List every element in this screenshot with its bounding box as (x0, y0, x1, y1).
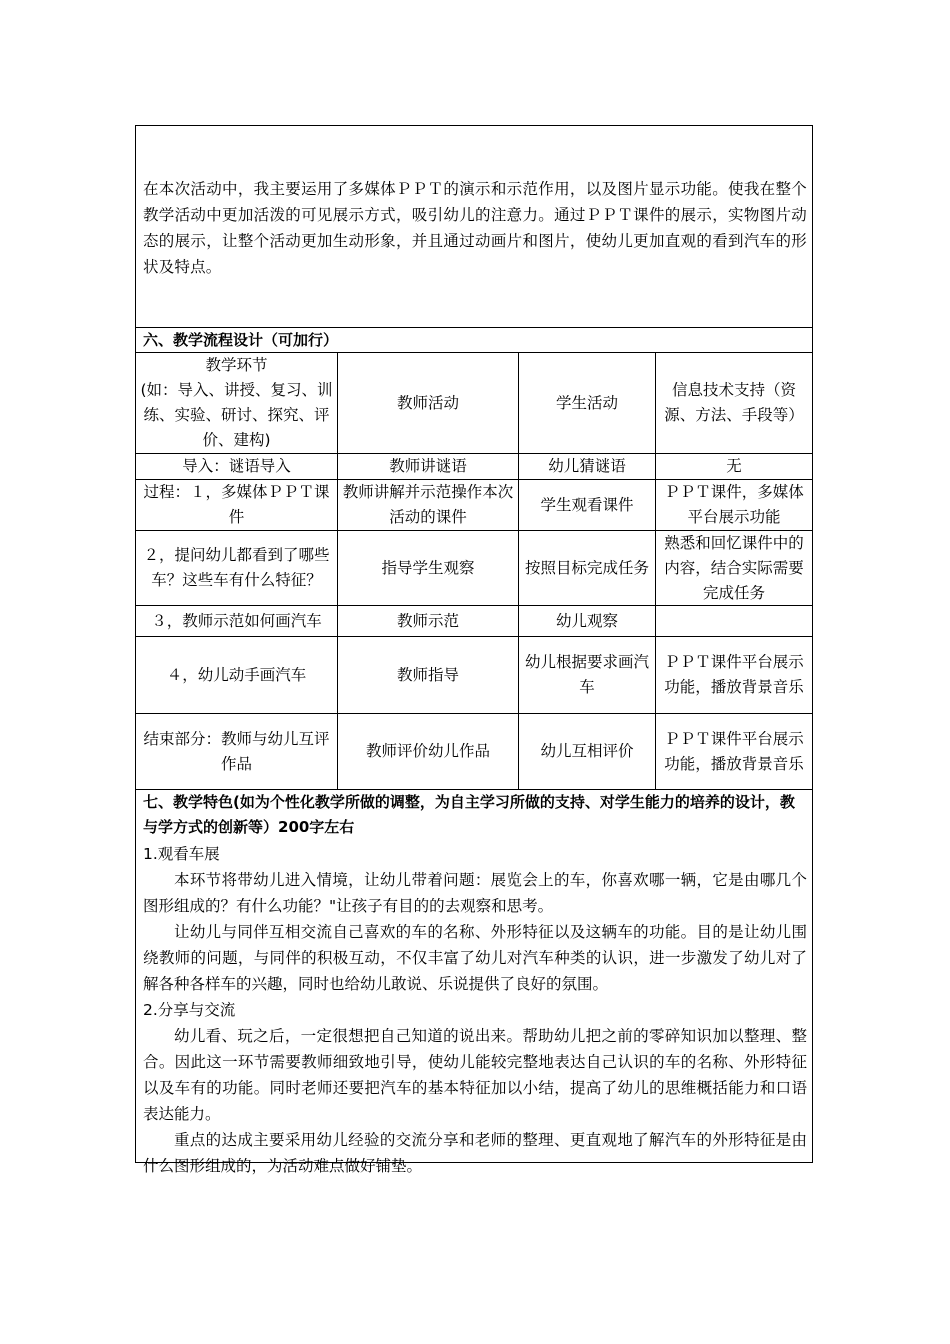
row1-stage: 导入：谜语导入 (182, 457, 291, 475)
section7-body (143, 841, 807, 1179)
section7-subheading-2: 2.分享与交流 (143, 1001, 236, 1019)
row5-teacher: 教师指导 (396, 665, 459, 684)
row4-it (656, 606, 812, 636)
row5-student: 幼儿根据要求画汽车 (524, 653, 649, 696)
section5-paragraph: 在本次活动中，我主要运用了多媒体ＰＰＴ的演示和示范作用，以及图片显示功能。使我在整个教学活动中更加活泼的可见展示方式，吸引幼儿的注意力。通过ＰＰＴ课件的展示，实物图片动态的展示，让整个活动更加生动形象，并且通过动画片和图片，使幼儿更加直观的看到汽车的形状及特点。 (143, 180, 807, 276)
header-student-activity: 学生活动 (555, 393, 618, 412)
header-teacher-activity: 教师活动 (396, 393, 459, 412)
row3-it: 熟悉和回忆课件中的内容，结合实际需要完成任务 (664, 533, 804, 602)
row6-stage: 结束部分：教师与幼儿互评作品 (143, 729, 330, 773)
header-teaching-stage (136, 353, 337, 453)
row5-stage: ４，幼儿动手画汽车 (166, 665, 307, 684)
row2-it: ＰＰＴ课件，多媒体平台展示功能 (664, 483, 804, 526)
section7-paragraph-1: 本环节将带幼儿进入情境，让幼儿带着问题：展览会上的车，你喜欢哪一辆，它是由哪几个图形组成的？有什么功能？"让孩子有目的的去观察和思考。 (143, 871, 807, 915)
section7-paragraph-3: 幼儿看、玩之后，一定很想把自己知道的说出来。帮助幼儿把之前的零碎知识加以整理、整合。因此这一环节需要教师细致地引导，使幼儿能较完整地表达自己认识的车的名称、外形特征以及车有的功能。同时老师还要把汽车的基本特征加以小结，提高了幼儿的思维概括能力和口语表达能力。 (143, 1027, 807, 1123)
row6-student: 幼儿互相评价 (540, 742, 634, 760)
row3-stage: ２，提问幼儿都看到了哪些车？这些车有什么特征？ (143, 546, 330, 589)
section7-subheading-1: 1.观看车展 (143, 845, 220, 863)
row1-it: 无 (726, 457, 742, 475)
row4-stage: ３，教师示范如何画汽车 (151, 611, 322, 630)
section7-paragraph-4: 重点的达成主要采用幼儿经验的交流分享和老师的整理、更直观地了解汽车的外形特征是由什么图形组成的，为活动难点做好铺垫。 (143, 1131, 807, 1175)
row1-student: 幼儿猜谜语 (548, 457, 626, 475)
row2-stage: 过程：１，多媒体ＰＰＴ课件 (143, 483, 330, 526)
section7-paragraph-2: 让幼儿与同伴互相交流自己喜欢的车的名称、外形特征以及这辆车的功能。目的是让幼儿围绕教师的问题，与同伴的积极互动，不仅丰富了幼儿对汽车种类的认识，进一步激发了幼儿对了解各种各样车的兴趣，同时也给幼儿敢说、乐说提供了良好的氛围。 (143, 923, 807, 993)
row2-teacher: 教师讲解并示范操作本次活动的课件 (342, 483, 514, 526)
row3-teacher: 指导学生观察 (381, 558, 475, 577)
header-teaching-stage-examples: (如：导入、讲授、复习、训练、实验、研讨、探究、评价、建构) (140, 381, 333, 449)
row1-teacher: 教师讲谜语 (389, 457, 467, 475)
row5-it: ＰＰＴ课件平台展示功能，播放背景音乐 (664, 653, 804, 696)
row6-it: ＰＰＴ课件平台展示功能，播放背景音乐 (664, 729, 804, 773)
header-it-support: 信息技术支持（资源、方法、手段等） (664, 381, 804, 424)
header-teaching-stage-title: 教学环节 (205, 356, 268, 374)
section6-heading: 六、教学流程设计（可加行） (143, 331, 339, 349)
row2-student: 学生观看课件 (540, 495, 634, 514)
row4-student: 幼儿观察 (555, 611, 618, 630)
section7-heading: 七、教学特色(如为个性化教学所做的调整，为自主学习所做的支持、对学生能力的培养的设计，教与学方式的创新等）200字左右 (143, 793, 795, 836)
row4-teacher: 教师示范 (396, 611, 459, 630)
row6-teacher: 教师评价幼儿作品 (365, 742, 490, 760)
row3-student: 按照目标完成任务 (524, 558, 649, 577)
